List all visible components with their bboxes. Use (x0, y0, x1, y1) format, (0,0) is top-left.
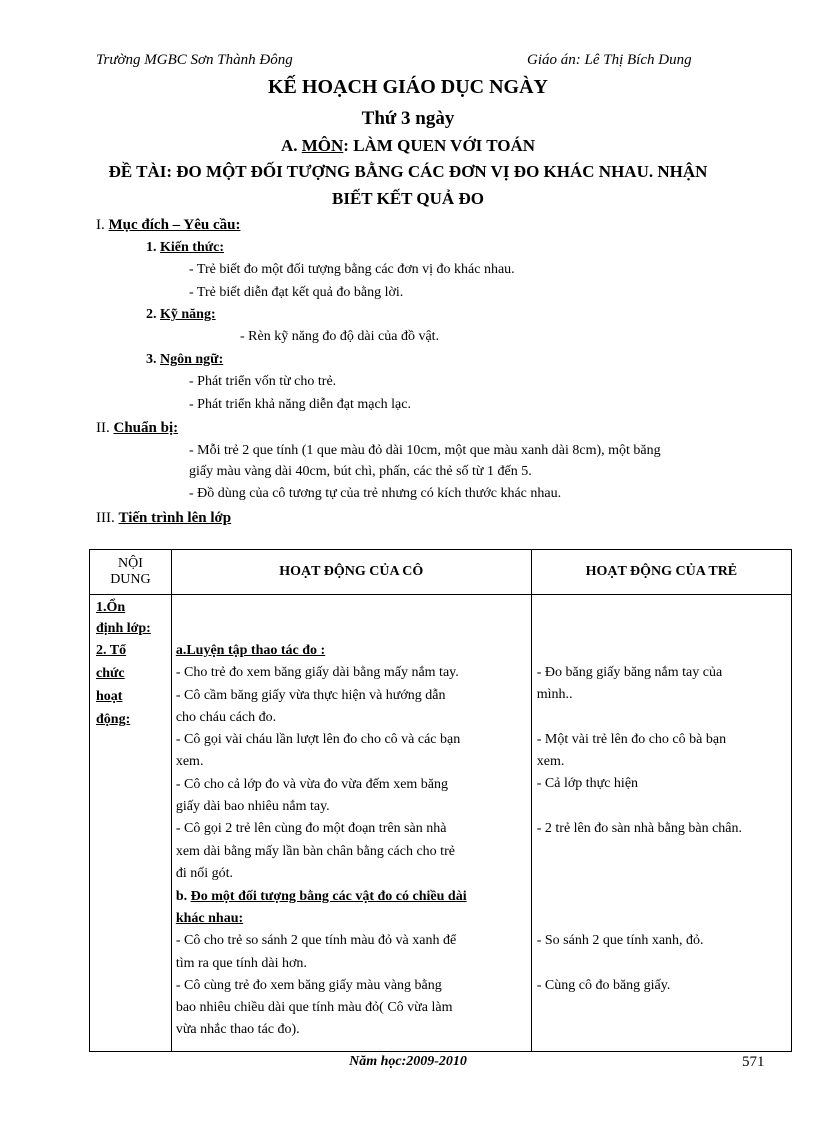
teacher-line: giấy dài bao nhiêu nắm tay. (175, 799, 330, 814)
section-2-heading: II. Chuẩn bị: (96, 420, 179, 436)
knowledge-item-1: - Trẻ biết đo một đối tượng bằng các đơn vị đo khác nhau. (189, 262, 515, 277)
content-line: 1.Ổn (96, 600, 126, 615)
skills-heading: 2. Kỹ năng: (146, 307, 216, 322)
header-teacher: HOẠT ĐỘNG CỦA CÔ (171, 550, 531, 595)
part-b-heading-cont: khác nhau: (175, 911, 244, 926)
day-title: Thứ 3 ngày (361, 108, 455, 129)
part-b-heading: b. Đo một đối tượng bằng các vật đo có chiều dài (175, 889, 467, 904)
language-item-1: - Phát triển vốn từ cho trẻ. (189, 374, 337, 389)
teacher-line: tìm ra que tính dài hơn. (175, 956, 307, 971)
subject-title: A. MÔN: LÀM QUEN VỚI TOÁN (280, 136, 536, 155)
skills-item-1: - Rèn kỹ năng đo độ dài của đồ vật. (240, 329, 440, 344)
language-item-2: - Phát triển khả năng diễn đạt mạch lạc. (189, 397, 411, 412)
children-line: xem. (536, 754, 565, 769)
children-line: - 2 trẻ lên đo sàn nhà bằng bàn chân. (536, 821, 742, 836)
part-a-heading: a.Luyện tập thao tác đo : (175, 643, 326, 658)
children-line: - Một vài trẻ lên đo cho cô bà bạn (536, 732, 727, 747)
school-name: Trường MGBC Sơn Thành Đông (96, 52, 293, 68)
prep-item-2: giấy màu vàng dài 40cm, bút chì, phấn, các thẻ số từ 1 đến 5. (189, 464, 532, 479)
content-cell (90, 595, 172, 1052)
children-line: - So sánh 2 que tính xanh, đỏ. (536, 933, 704, 948)
language-heading: 3. Ngôn ngữ: (146, 352, 224, 367)
teacher-line: - Cô gọi 2 trẻ lên cùng đo một đoạn trên sàn nhà (175, 821, 447, 836)
teacher-line: bao nhiêu chiều dài que tính màu đỏ( Cô vừa làm (175, 1000, 453, 1015)
teacher-line: - Cô cho cả lớp đo và vừa đo vừa đếm xem băng (175, 777, 449, 792)
teacher-line: xem. (175, 754, 204, 769)
lesson-table (89, 549, 792, 1052)
header-children: HOẠT ĐỘNG CỦA TRẺ (531, 550, 791, 595)
content-line: định lớp: (96, 621, 151, 636)
content-line: động: (96, 712, 131, 727)
teacher-line: đi nối gót. (175, 866, 234, 881)
prep-item-3: - Đồ dùng của cô tương tự của trẻ nhưng có kích thước khác nhau. (189, 486, 562, 501)
school-year: Năm học:2009-2010 (349, 1054, 467, 1069)
topic-line-2: BIẾT KẾT QUẢ ĐO (332, 189, 484, 208)
section-3-heading: III. Tiến trình lên lớp (96, 510, 232, 526)
teacher-line: xem dài bằng mấy lần bàn chân bằng cách cho trẻ (175, 844, 455, 859)
teacher-activity-cell (171, 595, 531, 1052)
knowledge-heading: 1. Kiến thức: (146, 240, 225, 255)
content-line: chức (96, 666, 125, 681)
content-line: hoạt (96, 689, 123, 704)
children-line: - Cả lớp thực hiện (536, 776, 639, 791)
header-content: NỘI DUNG (90, 550, 172, 595)
children-line: mình.. (536, 687, 573, 702)
teacher-line: - Cô cầm băng giấy vừa thực hiện và hướng dẫn (175, 688, 446, 703)
teacher-line: - Cô gọi vài cháu lần lượt lên đo cho cô và các bạn (175, 732, 461, 747)
children-line: - Cùng cô đo băng giấy. (536, 978, 671, 993)
teacher-line: - Cô cùng trẻ đo xem băng giấy màu vàng bằng (175, 978, 442, 993)
plan-title: KẾ HOẠCH GIÁO DỤC NGÀY (267, 76, 548, 98)
teacher-line: - Cô cho trẻ so sánh 2 que tính màu đỏ và xanh để (175, 933, 457, 948)
teacher-line: cho cháu cách đo. (175, 710, 277, 725)
children-activity-cell (531, 595, 791, 1052)
topic-line-1: ĐỀ TÀI: ĐO MỘT ĐỐI TƯỢNG BẰNG CÁC ĐƠN VỊ ĐO KHÁC NHAU. NHẬN (108, 162, 708, 181)
teacher-name: Giáo án: Lê Thị Bích Dung (527, 52, 692, 68)
knowledge-item-2: - Trẻ biết diễn đạt kết quả đo bằng lời. (189, 285, 404, 300)
content-line: 2. Tổ (96, 643, 127, 658)
page-number: 571 (742, 1054, 765, 1070)
teacher-line: vừa nhắc thao tác đo). (175, 1022, 300, 1037)
children-line: - Đo băng giấy băng nắm tay của (536, 665, 723, 680)
prep-item-1: - Mỗi trẻ 2 que tính (1 que màu đỏ dài 10cm, một que màu xanh dài 8cm), một băng (189, 443, 661, 458)
teacher-line: - Cho trẻ đo xem băng giấy dài bằng mấy nắm tay. (175, 665, 459, 680)
section-1-heading: I. Mục đích – Yêu cầu: (96, 217, 241, 233)
